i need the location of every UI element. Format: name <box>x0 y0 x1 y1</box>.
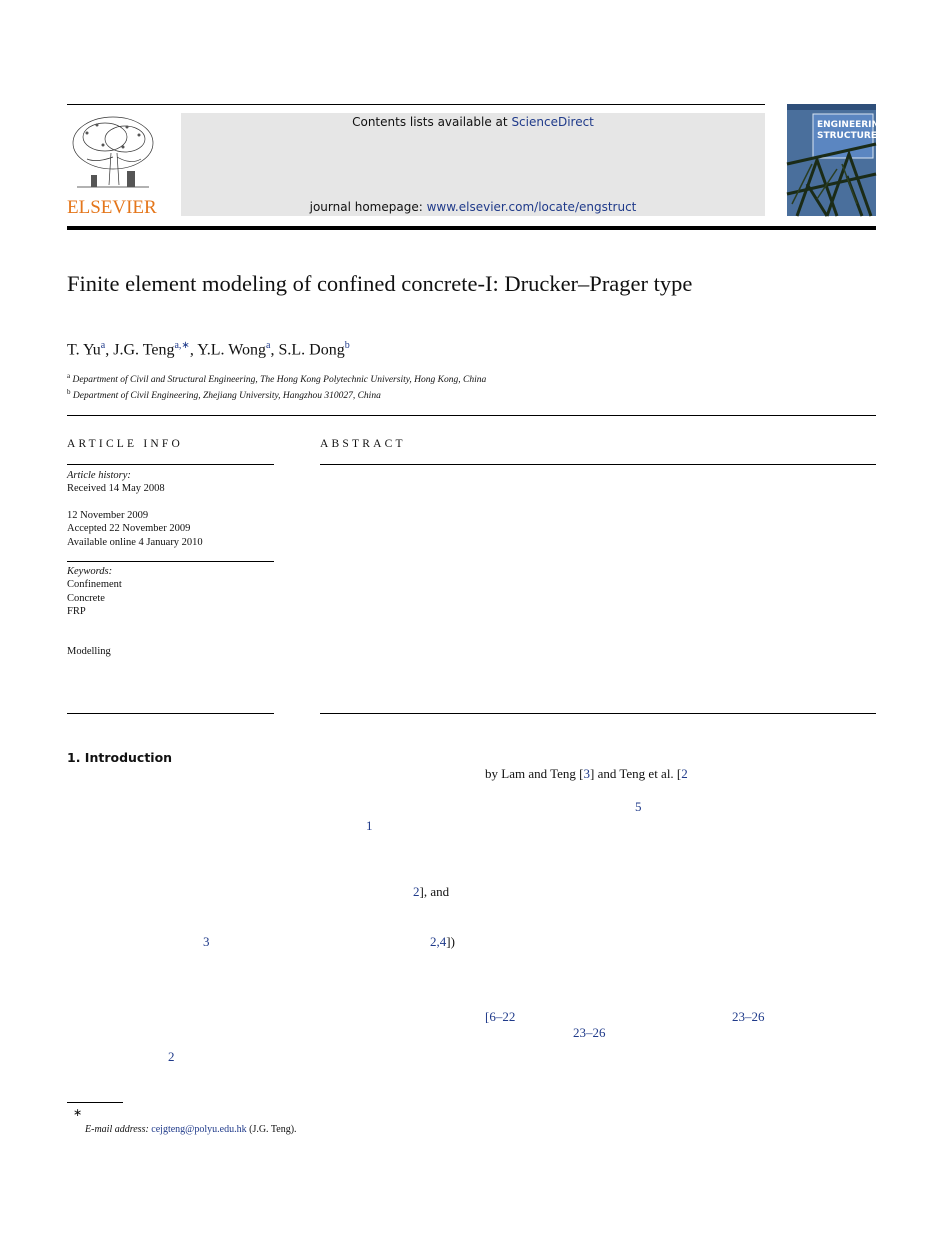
email-label: E-mail address: <box>85 1124 152 1135</box>
citation-link[interactable]: 1 <box>366 818 373 833</box>
received-date: Received 14 May 2008 <box>67 483 165 495</box>
author-sup[interactable]: b <box>344 340 350 351</box>
history-gap <box>67 496 274 509</box>
affiliation-b <box>67 388 381 401</box>
revised-date: 12 November 2009 <box>67 509 149 521</box>
keywords-rule <box>67 561 274 562</box>
section-heading: 1. Introduction <box>67 750 173 765</box>
text-fragment: by Lam and Teng [ <box>485 766 584 781</box>
article-info-heading: ARTICLE INFO <box>67 438 183 450</box>
homepage-line <box>181 200 765 214</box>
author-sup[interactable]: a <box>266 340 271 351</box>
email-link[interactable]: cejgteng@polyu.edu.hk <box>151 1124 247 1135</box>
author-name: Y.L. Wong <box>197 341 267 359</box>
contents-line <box>181 115 765 129</box>
affiliation-rule <box>67 415 876 416</box>
author-sup[interactable]: a <box>100 340 106 351</box>
abstract-rule <box>320 464 876 465</box>
intro-fragment-24 <box>430 934 455 950</box>
cover-title-2: STRUCTURES <box>817 131 884 141</box>
citation-link[interactable]: 3 <box>203 934 210 949</box>
affiliation-text: Department of Civil Engineering, Zhejiang University, Hangzhou 310027, China <box>72 391 381 402</box>
citation-link[interactable]: 2 <box>168 1049 175 1064</box>
homepage-prefix: journal homepage: <box>309 200 427 214</box>
author-sup[interactable]: a,∗ <box>174 340 190 351</box>
citation-link[interactable]: [6–22 <box>485 1009 516 1024</box>
journal-homepage-link[interactable]: www.elsevier.com/locate/engstruct <box>426 200 637 214</box>
tree-logo-icon <box>67 113 159 197</box>
header-top-rule <box>67 104 765 105</box>
author-name: T. Yu <box>67 341 101 359</box>
text-fragment: ] and Teng et al. [ <box>590 766 682 781</box>
keywords-label: Keywords: <box>67 566 113 577</box>
accepted-date: Accepted 22 November 2009 <box>67 523 191 535</box>
header-bottom-rule <box>67 226 876 230</box>
keyword-item: Concrete <box>67 592 105 604</box>
article-info-bottom-rule <box>67 713 274 714</box>
citation-link[interactable]: 2 <box>681 766 688 781</box>
keyword-item: FRP <box>67 606 86 618</box>
sciencedirect-link[interactable]: ScienceDirect <box>511 115 594 129</box>
elsevier-logo <box>67 113 159 217</box>
affiliation-text: Department of Civil and Structural Engineering, The Hong Kong Polytechnic University, Hong Kong, China <box>72 375 487 386</box>
journal-cover <box>787 104 887 216</box>
history-label: Article history: <box>67 470 131 481</box>
affiliation-sup: a <box>67 372 71 380</box>
article-history <box>67 469 274 549</box>
affiliation-a <box>67 372 486 385</box>
keywords-block <box>67 565 274 619</box>
intro-fragment-and <box>413 884 449 900</box>
text-fragment: ], and <box>419 884 450 899</box>
affiliation-sup: b <box>67 388 71 396</box>
footnote-email <box>85 1124 297 1135</box>
author-name: S.L. Dong <box>278 341 345 359</box>
paper-title: Finite element modeling of confined concrete-I: Drucker–Prager type <box>67 271 693 296</box>
citation-link[interactable]: 23–26 <box>732 1009 765 1024</box>
author-name: J.G. Teng <box>113 341 175 359</box>
author-list <box>67 340 350 359</box>
author-separator: , <box>189 341 198 359</box>
abstract-heading: ABSTRACT <box>320 438 406 450</box>
text-fragment: ]) <box>446 934 455 949</box>
author-separator: , <box>105 341 114 359</box>
citation-link[interactable]: 3 <box>583 766 590 781</box>
publisher-name: ELSEVIER <box>67 197 157 218</box>
keyword-item: Modelling <box>67 646 111 657</box>
contents-prefix: Contents lists available at <box>352 115 512 129</box>
footnote-star: ∗ <box>73 1107 83 1119</box>
author-separator: , <box>270 341 279 359</box>
article-info-rule <box>67 464 274 465</box>
intro-fragment-lam-teng <box>485 766 688 782</box>
keyword-item: Confinement <box>67 579 122 591</box>
citation-link[interactable]: 5 <box>635 799 642 814</box>
online-date: Available online 4 January 2010 <box>67 536 203 548</box>
footnote-rule <box>67 1102 123 1103</box>
cover-title-1: ENGINEERING <box>817 120 887 130</box>
citation-link[interactable]: 2,4 <box>430 934 447 949</box>
email-suffix: (J.G. Teng). <box>246 1124 297 1135</box>
abstract-bottom-rule <box>320 713 876 714</box>
citation-link[interactable]: 23–26 <box>573 1025 606 1040</box>
citation-link[interactable]: 2 <box>413 884 420 899</box>
